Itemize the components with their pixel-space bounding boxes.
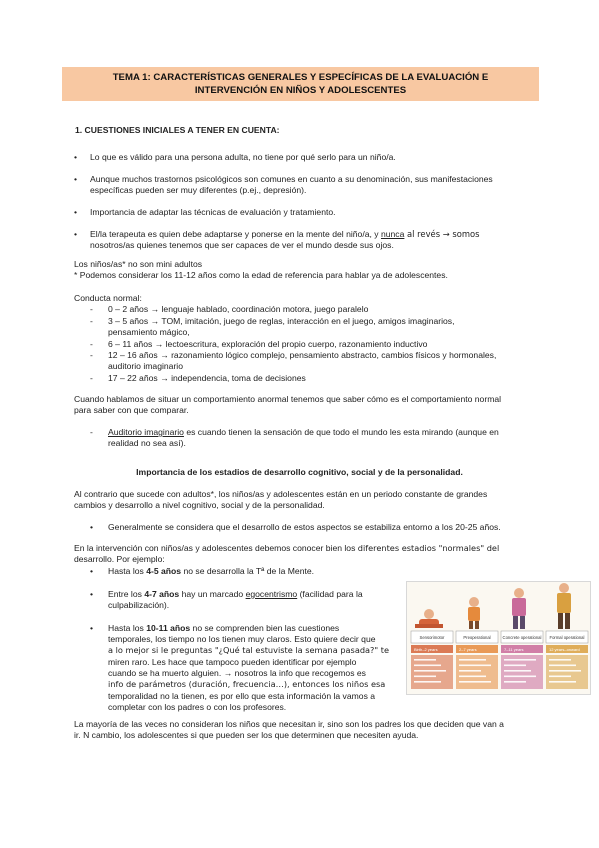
dash: - bbox=[90, 339, 93, 349]
stage-description-line bbox=[504, 665, 526, 667]
stage-description-line bbox=[459, 670, 481, 672]
bullet-dot: • bbox=[74, 174, 78, 184]
nunca-underlined: nunca bbox=[380, 229, 405, 239]
anormal-line-1: Cuando hablamos de situar un comportamiento anormal tenemos que saber cómo es el comportamiento normal bbox=[74, 394, 502, 404]
bullet-adapt: Importancia de adaptar las técnicas de evaluación y tratamiento. bbox=[90, 207, 336, 217]
stage-description-line bbox=[414, 665, 441, 667]
stage-description-line bbox=[549, 665, 576, 667]
example-temporal-6: info de parámetros (duración, frecuencia…), entonces los niños esa bbox=[108, 679, 386, 689]
subsection-heading: Importancia de los estadios de desarrollo cognitivo, social y de la personalidad. bbox=[136, 467, 463, 477]
final-line-1: La mayoría de las veces no consideran los niños que necesitan ir, sino son los padres los que deciden que van a bbox=[74, 719, 504, 729]
stage-description-line bbox=[549, 659, 571, 661]
bullet-therapist-1 bbox=[90, 229, 480, 241]
bullet-dot: • bbox=[74, 152, 78, 162]
text: no se desarrolla la Tª de la Mente. bbox=[181, 566, 315, 576]
stage-description-line bbox=[414, 676, 436, 678]
bullet-disorders-2: específicas pueden ser muy diferentes (p.ej., depresión). bbox=[90, 185, 307, 195]
stage-age: 12 years–onward bbox=[549, 647, 580, 652]
conducta-item: 0 – 2 años → lenguaje hablado, coordinación motora, juego paralelo bbox=[108, 304, 369, 314]
dash: - bbox=[90, 304, 93, 314]
intervention-line-1 bbox=[74, 543, 499, 555]
dash: - bbox=[90, 373, 93, 383]
example-temporal-3: a lo mejor si le preguntas "¿Qué tal estuviste la semana pasada?" te bbox=[108, 645, 390, 655]
text: Hasta los bbox=[108, 566, 147, 576]
auditorio-text: es cuando tienen la sensación de que todo el mundo les esta mirando (aunque en bbox=[183, 427, 499, 437]
conducta-title: Conducta normal: bbox=[74, 293, 142, 303]
stage-description-line bbox=[459, 665, 491, 667]
conducta-item: 3 – 5 años → TOM, imitación, juego de reglas, interacción en el juego, amigos imaginarios, bbox=[108, 316, 455, 326]
stage-age: 2–7 years bbox=[459, 647, 477, 652]
anormal-line-2: para saber con que comparar. bbox=[74, 405, 189, 415]
stage-name: Sensorimotor bbox=[419, 635, 445, 640]
conducta-item: 12 – 16 años → razonamiento lógico complejo, pensamiento abstracto, cambios físicos y hormonales, bbox=[108, 350, 497, 360]
therapist-text: El/la terapeuta es quien debe adaptarse y ponerse en la mente del niño/a, y bbox=[90, 229, 381, 239]
stage-description-line bbox=[459, 676, 486, 678]
stage-description-line bbox=[414, 659, 436, 661]
auditorio-term: Auditorio imaginario bbox=[108, 427, 184, 437]
paragraph-line-2: cambios y desarrollo a nivel cognitivo, social y de la personalidad. bbox=[74, 500, 325, 510]
bullet-adults: Lo que es válido para una persona adulta, no tiene por qué serlo para un niño/a. bbox=[90, 152, 396, 162]
example-temporal-5 bbox=[108, 668, 366, 680]
auditorio-line-2: realidad no sea así). bbox=[108, 438, 186, 448]
stage-description-line bbox=[459, 659, 486, 661]
text: (facilidad para la bbox=[297, 589, 363, 599]
stage-description-line bbox=[504, 659, 536, 661]
stage-name: Formal operational bbox=[549, 635, 585, 640]
therapist-text-end: al revés → somos bbox=[404, 229, 480, 239]
age-emphasis: 10-11 años bbox=[146, 623, 191, 633]
stage-name: Preoperational bbox=[463, 635, 491, 640]
bullet-stabilize: Generalmente se considera que el desarrollo de estos aspectos se estabiliza entorno a los 20-25 años. bbox=[108, 522, 501, 532]
arrow-text: → nosotros la info que recogemos es bbox=[223, 668, 366, 678]
intervention-line-2: desarrollo. Por ejemplo: bbox=[74, 554, 165, 564]
example-temporal-1 bbox=[108, 623, 339, 635]
paragraph-line-1: Al contrario que sucede con adultos*, los niños/as y adolescentes están en un periodo constante de grandes bbox=[74, 489, 488, 499]
bullet-dot: • bbox=[90, 623, 94, 633]
bullet-dot: • bbox=[90, 589, 94, 599]
example-egocentrism-1 bbox=[108, 589, 363, 601]
bullet-dot: • bbox=[90, 522, 94, 532]
ninos-line-1: Los niños/as* no son mini adultos bbox=[74, 259, 203, 269]
example-theory-of-mind bbox=[108, 566, 314, 578]
section-heading: 1. CUESTIONES INICIALES A TENER EN CUENTA: bbox=[75, 125, 280, 135]
auditorio-line-1 bbox=[108, 427, 499, 439]
bullet-dot: • bbox=[90, 566, 94, 576]
stage-description-line bbox=[504, 670, 531, 672]
age-emphasis: 4-7 años bbox=[144, 589, 180, 599]
piaget-stages-figure bbox=[406, 581, 591, 695]
ninos-line-2: * Podemos considerar los 11-12 años como la edad de referencia para hablar ya de adolescentes. bbox=[74, 270, 448, 280]
example-temporal-8: completar con los padres o con los profesores. bbox=[108, 702, 287, 712]
dash: - bbox=[90, 427, 93, 437]
topic-title-line-1: TEMA 1: CARACTERÍSTICAS GENERALES Y ESPECÍFICAS DE LA EVALUACIÓN E bbox=[112, 72, 489, 83]
bullet-disorders-1: Aunque muchos trastornos psicológicos son comunes en cuanto a su denominación, sus manifestaciones bbox=[90, 174, 493, 184]
egocentrismo-underlined: egocentrismo bbox=[245, 589, 298, 599]
topic-title-box bbox=[62, 67, 539, 101]
stage-description-line bbox=[549, 670, 581, 672]
stage-description-line bbox=[504, 676, 536, 678]
example-temporal-2: temporales, los tiempo no los tienen muy claros. Esto quiere decir que bbox=[108, 634, 376, 644]
stage-description-line bbox=[414, 670, 446, 672]
final-line-2: ir. N cambio, los adolescentes si que pueden ser los que determinen que necesiten ayuda. bbox=[74, 730, 419, 740]
conducta-item-cont: pensamiento mágico, bbox=[108, 327, 190, 337]
age-emphasis: 4-5 años bbox=[146, 566, 182, 576]
topic-title-line-2: INTERVENCIÓN EN NIÑOS Y ADOLESCENTES bbox=[194, 85, 407, 96]
stage-name: Concrete operational bbox=[502, 635, 542, 640]
stages-emphasis: diferentes estadios "normales" del bbox=[357, 543, 500, 553]
example-egocentrism-2: culpabilización). bbox=[108, 600, 170, 610]
stages-illustration bbox=[407, 582, 590, 694]
text: hay un marcado bbox=[179, 589, 246, 599]
stage-description-line bbox=[504, 681, 526, 683]
conducta-item-cont: auditorio imaginario bbox=[108, 361, 183, 371]
dash: - bbox=[90, 350, 93, 360]
bullet-dot: • bbox=[74, 207, 78, 217]
bullet-dot: • bbox=[74, 229, 78, 239]
text: Hasta los bbox=[108, 623, 147, 633]
example-temporal-7: temporalidad no la tienen, es por ello que esta información la vamos a bbox=[108, 691, 376, 701]
stage-description-line bbox=[549, 676, 571, 678]
example-temporal-4: miren raro. Les hace que tampoco pueden identificar por ejemplo bbox=[108, 657, 357, 667]
stage-age: 7–11 years bbox=[504, 647, 524, 652]
text: cuando se ha muerto alguien. bbox=[108, 668, 224, 678]
intervention-text: En la intervención con niños/as y adolescentes debemos conocer bien los bbox=[74, 543, 358, 553]
text: no se comprenden bien las cuestiones bbox=[190, 623, 340, 633]
stage-description-line bbox=[414, 681, 441, 683]
conducta-item: 17 – 22 años → independencia, toma de decisiones bbox=[108, 373, 306, 383]
dash: - bbox=[90, 316, 93, 326]
stage-description-line bbox=[459, 681, 491, 683]
text: Entre los bbox=[108, 589, 145, 599]
stage-age: Birth–2 years bbox=[414, 647, 438, 652]
stage-description-line bbox=[549, 681, 576, 683]
conducta-item: 6 – 11 años → lectoescritura, exploración del propio cuerpo, razonamiento inductivo bbox=[108, 339, 428, 349]
bullet-therapist-2: nosotros/as quienes tenemos que ser capaces de ver el mundo desde sus ojos. bbox=[90, 240, 394, 250]
